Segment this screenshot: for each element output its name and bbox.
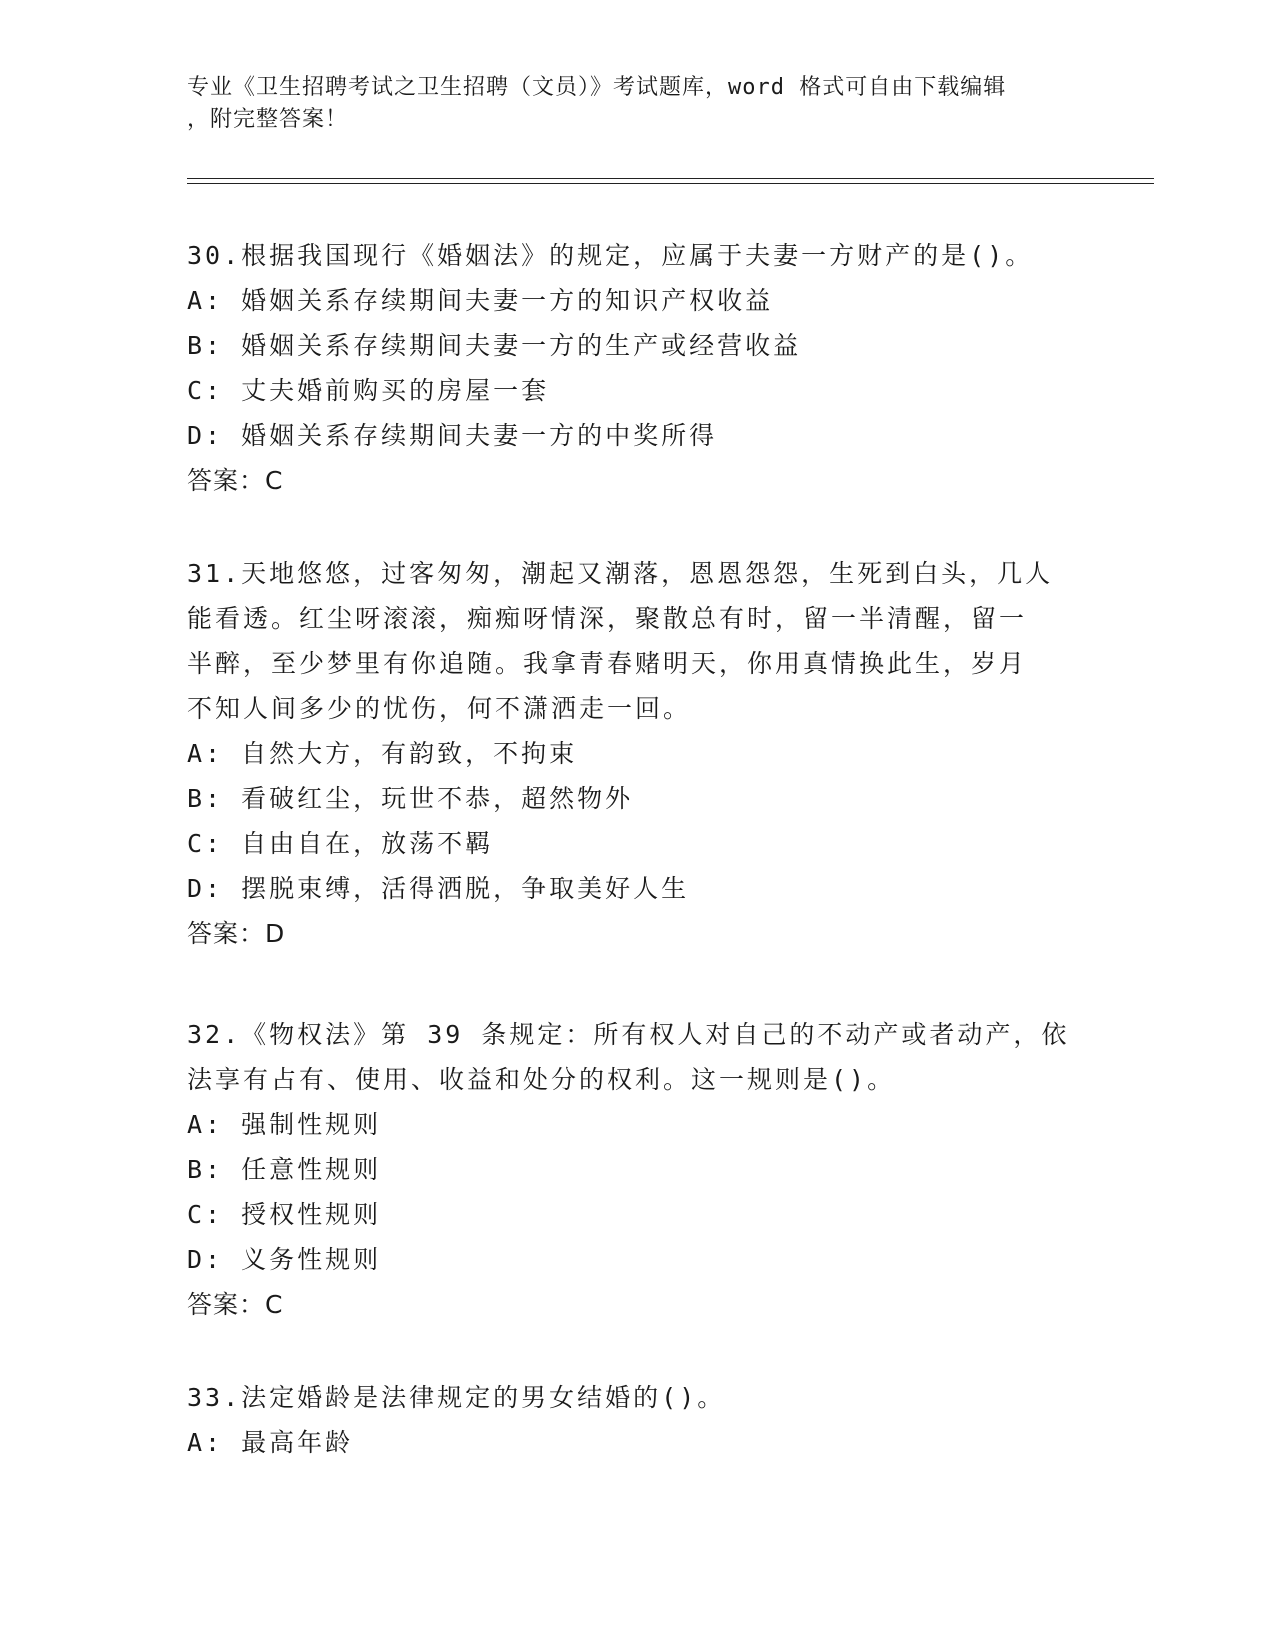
option-a: A: 强制性规则 — [187, 1110, 382, 1139]
stem-line: 31.天地悠悠，过客匆匆，潮起又潮落，恩恩怨怨，生死到白头，几人 — [187, 559, 1054, 588]
stem-line: 半醉，至少梦里有你追随。我拿青春赌明天，你用真情换此生，岁月 — [187, 649, 1028, 678]
option-d: D: 婚姻关系存续期间夫妻一方的中奖所得 — [187, 421, 718, 450]
stem-line: 33.法定婚龄是法律规定的男女结婚的()。 — [187, 1383, 726, 1412]
answer-label: 答案：D — [187, 919, 286, 948]
option-d: D: 摆脱束缚，活得洒脱，争取美好人生 — [187, 874, 690, 903]
option-b: B: 看破红尘，玩世不恭，超然物外 — [187, 784, 634, 813]
question-32 — [187, 1012, 1087, 1327]
option-b: B: 婚姻关系存续期间夫妻一方的生产或经营收益 — [187, 331, 802, 360]
stem-line: 能看透。红尘呀滚滚，痴痴呀情深，聚散总有时，留一半清醒，留一 — [187, 604, 1028, 633]
option-b: B: 任意性规则 — [187, 1155, 382, 1184]
question-stem — [187, 1012, 1087, 1102]
header-divider-bottom — [187, 183, 1154, 184]
header-divider-top — [187, 178, 1154, 179]
answer-label: 答案：C — [187, 1290, 284, 1319]
stem-line: 不知人间多少的忧伤，何不潇洒走一回。 — [187, 694, 692, 723]
question-31 — [187, 551, 1087, 956]
option-d: D: 义务性规则 — [187, 1245, 382, 1274]
option-a: A: 最高年龄 — [187, 1428, 354, 1457]
option-a: A: 婚姻关系存续期间夫妻一方的知识产权收益 — [187, 286, 774, 315]
stem-line: 法享有占有、使用、收益和处分的权利。这一规则是()。 — [187, 1065, 896, 1094]
header-line-1: 专业《卫生招聘考试之卫生招聘（文员）》考试题库，word 格式可自由下载编辑 — [187, 75, 1007, 100]
question-33 — [187, 1375, 1087, 1465]
stem-line: 32.《物权法》第 39 条规定：所有权人对自己的不动产或者动产，依 — [187, 1020, 1070, 1049]
option-c: C: 丈夫婚前购买的房屋一套 — [187, 376, 550, 405]
document-header — [187, 72, 1067, 136]
option-a: A: 自然大方，有韵致，不拘束 — [187, 739, 578, 768]
question-stem — [187, 551, 1087, 731]
stem-line: 30.根据我国现行《婚姻法》的规定，应属于夫妻一方财产的是()。 — [187, 241, 1034, 270]
option-c: C: 自由自在，放荡不羁 — [187, 829, 494, 858]
answer-label: 答案：C — [187, 466, 284, 495]
question-stem — [187, 1375, 1087, 1420]
question-30 — [187, 233, 1087, 503]
option-c: C: 授权性规则 — [187, 1200, 382, 1229]
header-line-2: ，附完整答案！ — [187, 107, 349, 132]
question-stem — [187, 233, 1087, 278]
